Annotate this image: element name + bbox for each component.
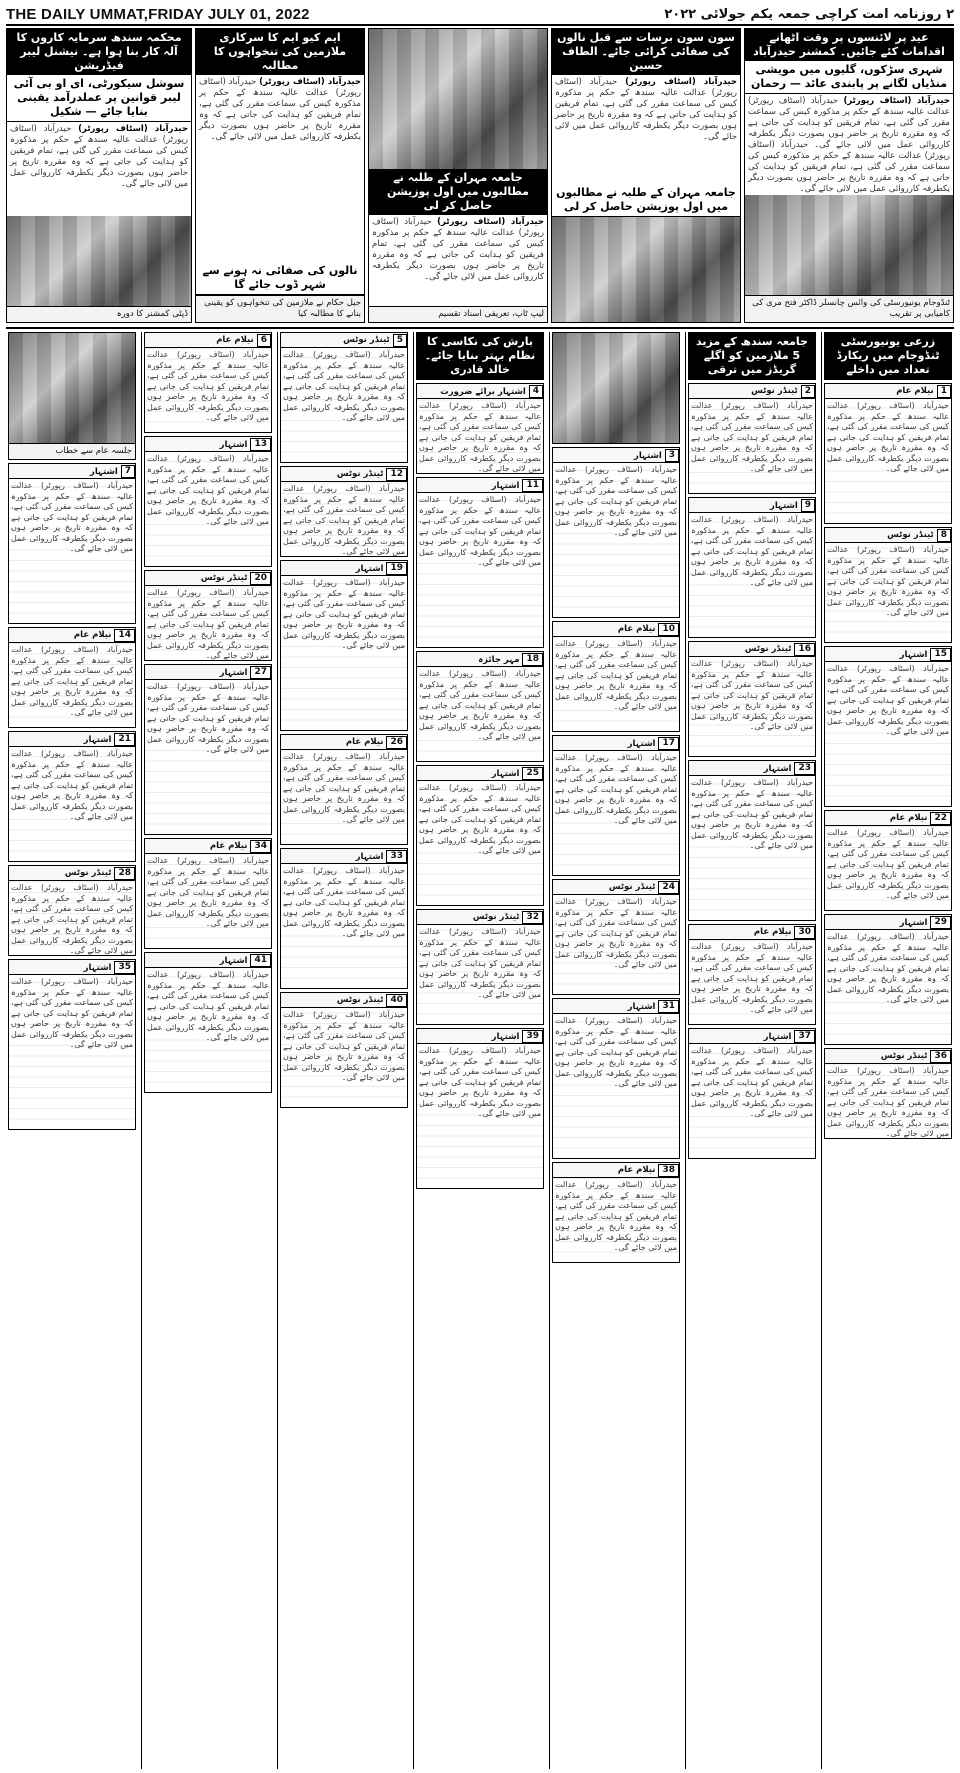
tender-number: 40 bbox=[386, 994, 407, 1007]
tender-header bbox=[689, 1029, 815, 1044]
story-headline-secondary: جامعہ مہران کے طلبہ نے مطالبوں میں اول پوزیشن حاصل کر لی bbox=[552, 184, 740, 217]
tender-body: حیدرآباد (اسٹاف رپورٹر) عدالت عالیہ سندھ کے حکم پر مذکورہ کیس کی سماعت مقرر کی گئی ہے، تمام فریقین کو ہدایت کی جاتی ہے کہ وہ مقررہ تاریخ پر حاضر ہوں بصورت دیگر یکطرفہ کارروائی عمل میں لائی جائے گی۔ bbox=[553, 895, 679, 994]
tender-title: اشتہار bbox=[219, 439, 248, 450]
top-story-3[interactable] bbox=[368, 28, 548, 323]
tender-body: حیدرآباد (اسٹاف رپورٹر) عدالت عالیہ سندھ کے حکم پر مذکورہ کیس کی سماعت مقرر کی گئی ہے، تمام فریقین کو ہدایت کی جاتی ہے کہ وہ مقررہ تاریخ پر حاضر ہوں بصورت دیگر یکطرفہ کارروائی عمل میں لائی جائے گی۔ bbox=[827, 1066, 949, 1138]
notice-column bbox=[277, 332, 410, 1769]
tender-notice[interactable] bbox=[688, 383, 816, 494]
tender-body: حیدرآباد (اسٹاف رپورٹر) عدالت عالیہ سندھ کے حکم پر مذکورہ کیس کی سماعت مقرر کی گئی ہے، تمام فریقین کو ہدایت کی جاتی ہے کہ وہ مقررہ تاریخ پر حاضر ہوں بصورت دیگر یکطرفہ کارروائی عمل میں لائی جائے گی۔ bbox=[825, 543, 951, 642]
tender-number: 9 bbox=[801, 499, 815, 512]
notice-column bbox=[549, 332, 682, 1769]
tender-notice[interactable] bbox=[144, 332, 272, 433]
tender-header bbox=[825, 1049, 951, 1064]
tender-header bbox=[281, 561, 407, 576]
tender-body: حیدرآباد (اسٹاف رپورٹر) عدالت عالیہ سندھ کے حکم پر مذکورہ کیس کی سماعت مقرر کی گئی ہے، تمام فریقین کو ہدایت کی جاتی ہے کہ وہ مقررہ تاریخ پر حاضر ہوں بصورت دیگر یکطرفہ کارروائی عمل میں لائی جائے گی۔ bbox=[147, 588, 269, 660]
tender-number: 4 bbox=[529, 385, 543, 398]
tender-notice[interactable] bbox=[416, 651, 544, 762]
tender-header bbox=[145, 665, 271, 680]
tender-body: حیدرآباد (اسٹاف رپورٹر) عدالت عالیہ سندھ کے حکم پر مذکورہ کیس کی سماعت مقرر کی گئی ہے، تمام فریقین کو ہدایت کی جاتی ہے کہ وہ مقررہ تاریخ پر حاضر ہوں بصورت دیگر یکطرفہ کارروائی عمل میں لائی جائے گی۔ bbox=[825, 399, 951, 523]
tender-notice[interactable] bbox=[824, 1048, 952, 1139]
tender-body: حیدرآباد (اسٹاف رپورٹر) عدالت عالیہ سندھ کے حکم پر مذکورہ کیس کی سماعت مقرر کی گئی ہے، تمام فریقین کو ہدایت کی جاتی ہے کہ وہ مقررہ تاریخ پر حاضر ہوں بصورت دیگر یکطرفہ کارروائی عمل میں لائی جائے گی۔ bbox=[9, 643, 135, 727]
tender-header bbox=[281, 993, 407, 1008]
tender-notice[interactable] bbox=[688, 497, 816, 638]
tender-title: اشتہار bbox=[899, 649, 928, 660]
tender-body: حیدرآباد (اسٹاف رپورٹر) عدالت عالیہ سندھ کے حکم پر مذکورہ کیس کی سماعت مقرر کی گئی ہے، تمام فریقین کو ہدایت کی جاتی ہے کہ وہ مقررہ تاریخ پر حاضر ہوں بصورت دیگر یکطرفہ کارروائی عمل میں لائی جائے گی۔ bbox=[281, 750, 407, 844]
tender-body: حیدرآباد (اسٹاف رپورٹر) عدالت عالیہ سندھ کے حکم پر مذکورہ کیس کی سماعت مقرر کی گئی ہے، تمام فریقین کو ہدایت کی جاتی ہے کہ وہ مقررہ تاریخ پر حاضر ہوں بصورت دیگر یکطرفہ کارروائی عمل میں لائی جائے گی۔ bbox=[689, 776, 815, 920]
tender-body: حیدرآباد (اسٹاف رپورٹر) عدالت عالیہ سندھ کے حکم پر مذکورہ کیس کی سماعت مقرر کی گئی ہے، تمام فریقین کو ہدایت کی جاتی ہے کہ وہ مقررہ تاریخ پر حاضر ہوں بصورت دیگر یکطرفہ کارروائی عمل میں لائی جائے گی۔ bbox=[9, 479, 135, 623]
tender-number: 6 bbox=[257, 334, 271, 347]
tender-body: حیدرآباد (اسٹاف رپورٹر) عدالت عالیہ سندھ کے حکم پر مذکورہ کیس کی سماعت مقرر کی گئی ہے، تمام فریقین کو ہدایت کی جاتی ہے کہ وہ مقررہ تاریخ پر حاضر ہوں بصورت دیگر یکطرفہ کارروائی عمل میں لائی جائے گی۔ bbox=[689, 940, 815, 1024]
tender-header bbox=[553, 736, 679, 751]
tender-title: ٹینڈر نوٹس bbox=[336, 469, 384, 479]
tender-notice[interactable] bbox=[8, 959, 136, 1130]
tender-title: ٹینڈر نوٹس bbox=[744, 644, 792, 654]
tender-notice[interactable] bbox=[824, 646, 952, 807]
top-story-5[interactable] bbox=[6, 28, 192, 323]
tender-header bbox=[145, 437, 271, 452]
tender-title: اشتہار bbox=[355, 563, 384, 574]
tender-title: نیلام عام bbox=[345, 737, 384, 747]
tender-body: حیدرآباد (اسٹاف رپورٹر) عدالت عالیہ سندھ کے حکم پر مذکورہ کیس کی سماعت مقرر کی گئی ہے، تمام فریقین کو ہدایت کی جاتی ہے کہ وہ مقررہ تاریخ پر حاضر ہوں بصورت دیگر یکطرفہ کارروائی عمل میں لائی جائے گی۔ bbox=[145, 680, 271, 834]
tender-title: نیلام عام bbox=[617, 624, 656, 634]
tender-header bbox=[689, 384, 815, 399]
story-byline: حیدرآباد (اسٹاف رپورٹر) bbox=[625, 77, 737, 87]
tender-header bbox=[145, 333, 271, 348]
tender-title: اشتہار bbox=[627, 738, 656, 749]
story-headline: ایم کیو ایم کا سرکاری ملازمین کی تنخواہوں کا مطالبہ bbox=[196, 29, 364, 75]
tender-number: 13 bbox=[250, 438, 271, 451]
story-caption: جیل حکام نے ملازمین کی تنخواہوں کو یقینی بنانے کا مطالبہ کیا bbox=[196, 295, 364, 322]
inline-story[interactable] bbox=[688, 332, 816, 380]
tender-title: ٹینڈر نوٹس bbox=[887, 530, 934, 540]
tender-title: ٹینڈر نوٹس bbox=[880, 1051, 928, 1061]
classified-notices bbox=[6, 327, 954, 1769]
tender-body: حیدرآباد (اسٹاف رپورٹر) عدالت عالیہ سندھ کے حکم پر مذکورہ کیس کی سماعت مقرر کی گئی ہے، تمام فریقین کو ہدایت کی جاتی ہے کہ وہ مقررہ تاریخ پر حاضر ہوں بصورت دیگر یکطرفہ کارروائی عمل میں لائی جائے گی۔ bbox=[553, 751, 679, 875]
story-text: حیدرآباد (اسٹاف رپورٹر) عدالت عالیہ سندھ کے حکم پر مذکورہ کیس کی سماعت مقرر کی گئی ہے، تمام فریقین کو ہدایت کی جاتی ہے کہ وہ مقررہ تاریخ پر حاضر ہوں بصورت دیگر یکطرفہ کارروائی عمل میں لائی جائے گی۔ bbox=[748, 140, 950, 194]
tender-number: 26 bbox=[386, 736, 407, 749]
tender-header bbox=[9, 628, 135, 643]
tender-notice[interactable] bbox=[688, 760, 816, 921]
inline-story-caption: جلسہ عام سے خطاب bbox=[9, 443, 135, 459]
tender-title: نیلام عام bbox=[73, 630, 112, 640]
top-story-1[interactable] bbox=[744, 28, 954, 323]
tender-header bbox=[9, 732, 135, 747]
tender-header bbox=[9, 960, 135, 975]
tender-title: اشتہار bbox=[219, 667, 248, 678]
tender-notice[interactable] bbox=[280, 560, 408, 731]
tender-number: 32 bbox=[522, 911, 543, 924]
notice-column bbox=[6, 332, 138, 1769]
tender-header bbox=[9, 464, 135, 479]
tender-body: حیدرآباد (اسٹاف رپورٹر) عدالت عالیہ سندھ کے حکم پر مذکورہ کیس کی سماعت مقرر کی گئی ہے، تمام فریقین کو ہدایت کی جاتی ہے کہ وہ مقررہ تاریخ پر حاضر ہوں بصورت دیگر یکطرفہ کارروائی عمل میں لائی جائے گی۔ bbox=[553, 463, 679, 617]
tender-title: ٹینڈر نوٹس bbox=[336, 995, 384, 1005]
inline-story[interactable] bbox=[8, 332, 136, 460]
tender-number: 33 bbox=[386, 850, 407, 863]
story-subhead: سوشل سیکورٹی، ای او بی آئی لیبر قوانین پر عملدرآمد یقینی بنایا جائے — شکیل bbox=[7, 75, 191, 122]
story-caption: لیپ ٹاپ، تعریفی اسناد تقسیم bbox=[369, 306, 547, 322]
tender-body: حیدرآباد (اسٹاف رپورٹر) عدالت عالیہ سندھ کے حکم پر مذکورہ کیس کی سماعت مقرر کی گئی ہے، تمام فریقین کو ہدایت کی جاتی ہے کہ وہ مقررہ تاریخ پر حاضر ہوں بصورت دیگر یکطرفہ کارروائی عمل میں لائی جائے گی۔ bbox=[553, 637, 679, 731]
tender-header bbox=[9, 866, 135, 881]
tender-number: 1 bbox=[937, 385, 951, 398]
tender-notice[interactable] bbox=[280, 848, 408, 989]
tender-header bbox=[417, 652, 543, 667]
tender-title: ٹینڈر نوٹس bbox=[200, 573, 248, 583]
tender-number: 16 bbox=[794, 643, 815, 656]
tender-header bbox=[825, 811, 951, 826]
story-subhead: شہری سڑکوں، گلیوں میں مویشی منڈیاں لگانے پر پابندی عائد — رحمان bbox=[745, 61, 953, 94]
tender-title: اشتہار bbox=[763, 1031, 792, 1042]
tender-title: اشتہار bbox=[491, 480, 520, 491]
tender-notice[interactable] bbox=[552, 879, 680, 995]
story-caption: ڈپٹی کمشنر کا دورہ bbox=[7, 306, 191, 322]
inline-story-headline: جامعہ سندھ کے مزید 5 ملازمین کو اگلے گریڈز میں ترقی bbox=[689, 333, 815, 379]
tender-header bbox=[825, 647, 951, 662]
tender-body: حیدرآباد (اسٹاف رپورٹر) عدالت عالیہ سندھ کے حکم پر مذکورہ کیس کی سماعت مقرر کی گئی ہے، تمام فریقین کو ہدایت کی جاتی ہے کہ وہ مقررہ تاریخ پر حاضر ہوں بصورت دیگر یکطرفہ کارروائی عمل میں لائی جائے گی۔ bbox=[825, 930, 951, 1044]
story-headline: محکمہ سندھ سرمایہ کاروں کا آلہ کار بنا ہوا ہے۔ نیشنل لیبر فیڈریشن bbox=[7, 29, 191, 75]
top-stories bbox=[6, 28, 954, 323]
tender-number: 22 bbox=[930, 812, 951, 825]
notice-column bbox=[821, 332, 954, 1769]
tender-header bbox=[689, 761, 815, 776]
tender-notice[interactable] bbox=[552, 621, 680, 732]
tender-body: حیدرآباد (اسٹاف رپورٹر) عدالت عالیہ سندھ کے حکم پر مذکورہ کیس کی سماعت مقرر کی گئی ہے، تمام فریقین کو ہدایت کی جاتی ہے کہ وہ مقررہ تاریخ پر حاضر ہوں بصورت دیگر یکطرفہ کارروائی عمل میں لائی جائے گی۔ bbox=[689, 513, 815, 637]
tender-title: ٹینڈر نوٹس bbox=[64, 868, 112, 878]
tender-title: ٹینڈر نوٹس bbox=[343, 335, 390, 345]
tender-number: 41 bbox=[250, 954, 271, 967]
tender-header bbox=[145, 571, 271, 586]
tender-notice[interactable] bbox=[280, 992, 408, 1108]
story-photo bbox=[745, 195, 953, 295]
tender-title: اشتہار bbox=[219, 955, 248, 966]
tender-title: اشتہار bbox=[89, 466, 118, 477]
tender-notice[interactable] bbox=[144, 436, 272, 567]
tender-body: حیدرآباد (اسٹاف رپورٹر) عدالت عالیہ سندھ کے حکم پر مذکورہ کیس کی سماعت مقرر کی گئی ہے، تمام فریقین کو ہدایت کی جاتی ہے کہ وہ مقررہ تاریخ پر حاضر ہوں بصورت دیگر یکطرفہ کارروائی عمل میں لائی جائے گی۔ bbox=[281, 576, 407, 730]
story-text: حیدرآباد (اسٹاف رپورٹر) عدالت عالیہ سندھ کے حکم پر مذکورہ کیس کی سماعت مقرر کی گئی ہے، تمام فریقین کو ہدایت کی جاتی ہے کہ وہ مقررہ تاریخ پر حاضر ہوں بصورت دیگر یکطرفہ کارروائی عمل میں لائی جائے گی۔ bbox=[372, 217, 544, 282]
tender-header bbox=[689, 642, 815, 657]
notice-column bbox=[685, 332, 818, 1769]
tender-header bbox=[825, 384, 951, 399]
tender-title: اشتہار bbox=[763, 763, 792, 774]
tender-header bbox=[281, 333, 407, 348]
story-byline: حیدرآباد (اسٹاف رپورٹر) bbox=[78, 124, 188, 134]
tender-notice[interactable] bbox=[416, 477, 544, 648]
notice-column bbox=[141, 332, 274, 1769]
tender-title: ٹینڈر نوٹس bbox=[472, 912, 520, 922]
tender-number: 10 bbox=[658, 623, 679, 636]
tender-title: اشتہار برائے ضرورت bbox=[440, 386, 526, 397]
tender-notice[interactable] bbox=[144, 952, 272, 1093]
tender-body: حیدرآباد (اسٹاف رپورٹر) عدالت عالیہ سندھ کے حکم پر مذکورہ کیس کی سماعت مقرر کی گئی ہے، تمام فریقین کو ہدایت کی جاتی ہے کہ وہ مقررہ تاریخ پر حاضر ہوں بصورت دیگر یکطرفہ کارروائی عمل میں لائی جائے گی۔ bbox=[145, 854, 271, 948]
tender-number: 20 bbox=[250, 572, 271, 585]
tender-body: حیدرآباد (اسٹاف رپورٹر) عدالت عالیہ سندھ کے حکم پر مذکورہ کیس کی سماعت مقرر کی گئی ہے، تمام فریقین کو ہدایت کی جاتی ہے کہ وہ مقررہ تاریخ پر حاضر ہوں بصورت دیگر یکطرفہ کارروائی عمل میں لائی جائے گی۔ bbox=[689, 1044, 815, 1158]
tender-body: حیدرآباد (اسٹاف رپورٹر) عدالت عالیہ سندھ کے حکم پر مذکورہ کیس کی سماعت مقرر کی گئی ہے، تمام فریقین کو ہدایت کی جاتی ہے کہ وہ مقررہ تاریخ پر حاضر ہوں بصورت دیگر یکطرفہ کارروائی عمل میں لائی جائے گی۔ bbox=[11, 883, 133, 955]
tender-title: اشتہار bbox=[633, 450, 662, 461]
tender-notice[interactable] bbox=[280, 734, 408, 845]
story-headline: سون سون برسات سے قبل نالوں کی صفائی کرائی جائے۔ الطاف حسین bbox=[552, 29, 740, 75]
tender-number: 18 bbox=[522, 653, 543, 666]
tender-body: حیدرآباد (اسٹاف رپورٹر) عدالت عالیہ سندھ کے حکم پر مذکورہ کیس کی سماعت مقرر کی گئی ہے، تمام فریقین کو ہدایت کی جاتی ہے کہ وہ مقررہ تاریخ پر حاضر ہوں بصورت دیگر یکطرفہ کارروائی عمل میں لائی جائے گی۔ bbox=[417, 925, 543, 1024]
story-photo bbox=[369, 29, 547, 169]
inline-story[interactable] bbox=[416, 332, 544, 380]
tender-notice[interactable] bbox=[824, 810, 952, 911]
tender-notice[interactable] bbox=[688, 641, 816, 757]
story-body bbox=[369, 215, 547, 306]
tender-number: 14 bbox=[114, 629, 135, 642]
tender-header bbox=[145, 953, 271, 968]
tender-header bbox=[417, 910, 543, 925]
story-body bbox=[7, 122, 191, 216]
tender-header bbox=[281, 849, 407, 864]
tender-header bbox=[281, 467, 407, 482]
tender-notice[interactable] bbox=[416, 909, 544, 1025]
tender-header bbox=[145, 839, 271, 854]
tender-header bbox=[553, 1163, 679, 1178]
story-photo bbox=[552, 217, 740, 322]
tender-body: حیدرآباد (اسٹاف رپورٹر) عدالت عالیہ سندھ کے حکم پر مذکورہ کیس کی سماعت مقرر کی گئی ہے، تمام فریقین کو ہدایت کی جاتی ہے کہ وہ مقررہ تاریخ پر حاضر ہوں بصورت دیگر یکطرفہ کارروائی عمل میں لائی جائے گی۔ bbox=[417, 493, 543, 647]
tender-title: نیلام عام bbox=[753, 927, 792, 937]
tender-number: 27 bbox=[250, 666, 271, 679]
tender-body: حیدرآباد (اسٹاف رپورٹر) عدالت عالیہ سندھ کے حکم پر مذکورہ کیس کی سماعت مقرر کی گئی ہے، تمام فریقین کو ہدایت کی جاتی ہے کہ وہ مقررہ تاریخ پر حاضر ہوں بصورت دیگر یکطرفہ کارروائی عمل میں لائی جائے گی۔ bbox=[145, 348, 271, 432]
tender-notice[interactable] bbox=[552, 1162, 680, 1263]
tender-number: 30 bbox=[794, 926, 815, 939]
story-text: حیدرآباد (اسٹاف رپورٹر) عدالت عالیہ سندھ کے حکم پر مذکورہ کیس کی سماعت مقرر کی گئی ہے، تمام فریقین کو ہدایت کی جاتی ہے کہ وہ مقررہ تاریخ پر حاضر ہوں بصورت دیگر یکطرفہ کارروائی عمل میں لائی جائے گی۔ bbox=[10, 124, 188, 189]
tender-notice[interactable] bbox=[824, 383, 952, 524]
story-headline-secondary: نالوں کی صفائی نہ ہونے سے شہر ڈوب جائے گا bbox=[196, 262, 364, 295]
inline-story-photo bbox=[553, 333, 679, 443]
tender-title: ٹینڈر نوٹس bbox=[751, 386, 798, 396]
tender-body: حیدرآباد (اسٹاف رپورٹر) عدالت عالیہ سندھ کے حکم پر مذکورہ کیس کی سماعت مقرر کی گئی ہے، تمام فریقین کو ہدایت کی جاتی ہے کہ وہ مقررہ تاریخ پر حاضر ہوں بصورت دیگر یکطرفہ کارروائی عمل میں لائی جائے گی۔ bbox=[281, 1008, 407, 1107]
tender-title: نیلام عام bbox=[209, 841, 248, 851]
tender-number: 5 bbox=[393, 334, 407, 347]
tender-body: حیدرآباد (اسٹاف رپورٹر) عدالت عالیہ سندھ کے حکم پر مذکورہ کیس کی سماعت مقرر کی گئی ہے، تمام فریقین کو ہدایت کی جاتی ہے کہ وہ مقررہ تاریخ پر حاضر ہوں بصورت دیگر یکطرفہ کارروائی عمل میں لائی جائے گی۔ bbox=[9, 747, 135, 861]
tender-body: حیدرآباد (اسٹاف رپورٹر) عدالت عالیہ سندھ کے حکم پر مذکورہ کیس کی سماعت مقرر کی گئی ہے، تمام فریقین کو ہدایت کی جاتی ہے کہ وہ مقررہ تاریخ پر حاضر ہوں بصورت دیگر یکطرفہ کارروائی عمل میں لائی جائے گی۔ bbox=[419, 401, 541, 473]
tender-title: اشتہار bbox=[491, 1031, 520, 1042]
tender-title: اشتہار bbox=[769, 500, 798, 511]
story-body bbox=[745, 94, 953, 195]
tender-body: حیدرآباد (اسٹاف رپورٹر) عدالت عالیہ سندھ کے حکم پر مذکورہ کیس کی سماعت مقرر کی گئی ہے، تمام فریقین کو ہدایت کی جاتی ہے کہ وہ مقررہ تاریخ پر حاضر ہوں بصورت دیگر یکطرفہ کارروائی عمل میں لائی جائے گی۔ bbox=[281, 348, 407, 462]
tender-number: 7 bbox=[121, 465, 135, 478]
top-story-4[interactable] bbox=[195, 28, 365, 323]
top-story-2[interactable] bbox=[551, 28, 741, 323]
masthead-date-urdu: ۲ روزنامہ امت کراچی جمعہ یکم جولائی ۲۰۲۲ bbox=[664, 6, 954, 22]
tender-notice[interactable] bbox=[8, 731, 136, 862]
inline-story-headline: زرعی یونیورسٹی ٹنڈوجام میں ریکارڈ تعداد میں داخلے bbox=[825, 333, 951, 379]
tender-body: حیدرآباد (اسٹاف رپورٹر) عدالت عالیہ سندھ کے حکم پر مذکورہ کیس کی سماعت مقرر کی گئی ہے، تمام فریقین کو ہدایت کی جاتی ہے کہ وہ مقررہ تاریخ پر حاضر ہوں بصورت دیگر یکطرفہ کارروائی عمل میں لائی جائے گی۔ bbox=[417, 667, 543, 761]
tender-body: حیدرآباد (اسٹاف رپورٹر) عدالت عالیہ سندھ کے حکم پر مذکورہ کیس کی سماعت مقرر کی گئی ہے، تمام فریقین کو ہدایت کی جاتی ہے کہ وہ مقررہ تاریخ پر حاضر ہوں بصورت دیگر یکطرفہ کارروائی عمل میں لائی جائے گی۔ bbox=[9, 975, 135, 1129]
tender-number: 39 bbox=[522, 1030, 543, 1043]
story-headline: عید پر لائنسوں پر وقت اٹھانے اقدامات کئے جائیں۔ کمشنر حیدرآباد bbox=[745, 29, 953, 61]
story-byline: حیدرآباد (اسٹاف رپورٹر) bbox=[437, 217, 544, 227]
tender-notice[interactable] bbox=[144, 838, 272, 949]
tender-notice[interactable] bbox=[144, 664, 272, 835]
tender-notice[interactable] bbox=[416, 383, 544, 474]
tender-header bbox=[689, 925, 815, 940]
tender-notice[interactable] bbox=[144, 570, 272, 661]
tender-header bbox=[553, 622, 679, 637]
tender-body: حیدرآباد (اسٹاف رپورٹر) عدالت عالیہ سندھ کے حکم پر مذکورہ کیس کی سماعت مقرر کی گئی ہے، تمام فریقین کو ہدایت کی جاتی ہے کہ وہ مقررہ تاریخ پر حاضر ہوں بصورت دیگر یکطرفہ کارروائی عمل میں لائی جائے گی۔ bbox=[553, 1014, 679, 1158]
tender-body: حیدرآباد (اسٹاف رپورٹر) عدالت عالیہ سندھ کے حکم پر مذکورہ کیس کی سماعت مقرر کی گئی ہے، تمام فریقین کو ہدایت کی جاتی ہے کہ وہ مقررہ تاریخ پر حاضر ہوں بصورت دیگر یکطرفہ کارروائی عمل میں لائی جائے گی۔ bbox=[281, 864, 407, 988]
tender-number: 15 bbox=[930, 648, 951, 661]
tender-notice[interactable] bbox=[552, 447, 680, 618]
story-text: حیدرآباد (اسٹاف رپورٹر) عدالت عالیہ سندھ کے حکم پر مذکورہ کیس کی سماعت مقرر کی گئی ہے، تمام فریقین کو ہدایت کی جاتی ہے کہ وہ مقررہ تاریخ پر حاضر ہوں بصورت دیگر یکطرفہ کارروائی عمل میں لائی جائے گی۔ bbox=[199, 77, 361, 142]
tender-header bbox=[417, 384, 543, 399]
tender-title: ٹینڈر نوٹس bbox=[608, 882, 656, 892]
tender-body: حیدرآباد (اسٹاف رپورٹر) عدالت عالیہ سندھ کے حکم پر مذکورہ کیس کی سماعت مقرر کی گئی ہے، تمام فریقین کو ہدایت کی جاتی ہے کہ وہ مقررہ تاریخ پر حاضر ہوں بصورت دیگر یکطرفہ کارروائی عمل میں لائی جائے گی۔ bbox=[417, 1044, 543, 1188]
tender-number: 21 bbox=[114, 733, 135, 746]
tender-number: 17 bbox=[658, 737, 679, 750]
tender-title: اشتہار bbox=[83, 962, 112, 973]
tender-body: حیدرآباد (اسٹاف رپورٹر) عدالت عالیہ سندھ کے حکم پر مذکورہ کیس کی سماعت مقرر کی گئی ہے، تمام فریقین کو ہدایت کی جاتی ہے کہ وہ مقررہ تاریخ پر حاضر ہوں بصورت دیگر یکطرفہ کارروائی عمل میں لائی جائے گی۔ bbox=[417, 781, 543, 905]
inline-story[interactable] bbox=[552, 332, 680, 444]
tender-notice[interactable] bbox=[8, 865, 136, 956]
tender-number: 28 bbox=[114, 867, 135, 880]
tender-title: نیلام عام bbox=[216, 335, 254, 345]
tender-number: 23 bbox=[794, 762, 815, 775]
story-text: حیدرآباد (اسٹاف رپورٹر) عدالت عالیہ سندھ کے حکم پر مذکورہ کیس کی سماعت مقرر کی گئی ہے، تمام فریقین کو ہدایت کی جاتی ہے کہ وہ مقررہ تاریخ پر حاضر ہوں بصورت دیگر یکطرفہ کارروائی عمل میں لائی جائے گی۔ bbox=[555, 77, 737, 142]
tender-title: نیلام عام bbox=[889, 813, 928, 823]
tender-number: 35 bbox=[114, 961, 135, 974]
tender-notice[interactable] bbox=[688, 924, 816, 1025]
tender-title: نیلام عام bbox=[617, 1165, 656, 1175]
tender-title: مہر جائزہ bbox=[478, 654, 520, 665]
tender-body: حیدرآباد (اسٹاف رپورٹر) عدالت عالیہ سندھ کے حکم پر مذکورہ کیس کی سماعت مقرر کی گئی ہے، تمام فریقین کو ہدایت کی جاتی ہے کہ وہ مقررہ تاریخ پر حاضر ہوں بصورت دیگر یکطرفہ کارروائی عمل میں لائی جائے گی۔ bbox=[283, 484, 405, 556]
tender-body: حیدرآباد (اسٹاف رپورٹر) عدالت عالیہ سندھ کے حکم پر مذکورہ کیس کی سماعت مقرر کی گئی ہے، تمام فریقین کو ہدایت کی جاتی ہے کہ وہ مقررہ تاریخ پر حاضر ہوں بصورت دیگر یکطرفہ کارروائی عمل میں لائی جائے گی۔ bbox=[689, 657, 815, 756]
tender-header bbox=[417, 478, 543, 493]
tender-notice[interactable] bbox=[416, 765, 544, 906]
notice-column bbox=[413, 332, 546, 1769]
tender-number: 29 bbox=[930, 916, 951, 929]
story-byline: حیدرآباد (اسٹاف رپورٹر) bbox=[843, 96, 951, 106]
tender-header bbox=[825, 915, 951, 930]
tender-notice[interactable] bbox=[8, 627, 136, 728]
tender-number: 8 bbox=[937, 529, 951, 542]
tender-body: حیدرآباد (اسٹاف رپورٹر) عدالت عالیہ سندھ کے حکم پر مذکورہ کیس کی سماعت مقرر کی گئی ہے، تمام فریقین کو ہدایت کی جاتی ہے کہ وہ مقررہ تاریخ پر حاضر ہوں بصورت دیگر یکطرفہ کارروائی عمل میں لائی جائے گی۔ bbox=[145, 452, 271, 566]
tender-header bbox=[689, 498, 815, 513]
story-body bbox=[196, 75, 364, 262]
tender-header bbox=[417, 1029, 543, 1044]
story-text: حیدرآباد (اسٹاف رپورٹر) عدالت عالیہ سندھ کے حکم پر مذکورہ کیس کی سماعت مقرر کی گئی ہے، تمام فریقین کو ہدایت کی جاتی ہے کہ وہ مقررہ تاریخ پر حاضر ہوں بصورت دیگر یکطرفہ کارروائی عمل میں لائی جائے گی۔ bbox=[748, 96, 951, 150]
story-byline: حیدرآباد (اسٹاف رپورٹر) bbox=[259, 77, 361, 87]
tender-notice[interactable] bbox=[8, 463, 136, 624]
tender-number: 36 bbox=[930, 1050, 951, 1063]
tender-header bbox=[553, 999, 679, 1014]
masthead bbox=[6, 4, 954, 26]
inline-story-photo bbox=[9, 333, 135, 443]
tender-notice[interactable] bbox=[688, 1028, 816, 1159]
tender-number: 31 bbox=[658, 1000, 679, 1013]
tender-number: 25 bbox=[522, 767, 543, 780]
tender-number: 34 bbox=[250, 840, 271, 853]
tender-notice[interactable] bbox=[824, 914, 952, 1045]
tender-header bbox=[417, 766, 543, 781]
tender-number: 24 bbox=[658, 881, 679, 894]
tender-title: اشتہار bbox=[83, 734, 112, 745]
tender-number: 37 bbox=[794, 1030, 815, 1043]
story-headline: جامعہ مہران کے طلبہ نے مطالبوں میں اول پوزیشن حاصل کر لی bbox=[369, 169, 547, 215]
tender-header bbox=[553, 880, 679, 895]
story-caption: ٹنڈوجام یونیورسٹی کی وائس چانسلر ڈاکٹر فتح مری کی کامیابی پر تقریب bbox=[745, 295, 953, 322]
tender-title: اشتہار bbox=[355, 851, 384, 862]
tender-notice[interactable] bbox=[552, 998, 680, 1159]
tender-notice[interactable] bbox=[552, 735, 680, 876]
masthead-date-english: THE DAILY UMMAT,FRIDAY JULY 01, 2022 bbox=[6, 5, 310, 23]
tender-notice[interactable] bbox=[416, 1028, 544, 1189]
tender-title: نیلام عام bbox=[896, 386, 934, 396]
tender-number: 11 bbox=[522, 479, 543, 492]
tender-number: 12 bbox=[386, 468, 407, 481]
tender-body: حیدرآباد (اسٹاف رپورٹر) عدالت عالیہ سندھ کے حکم پر مذکورہ کیس کی سماعت مقرر کی گئی ہے، تمام فریقین کو ہدایت کی جاتی ہے کہ وہ مقررہ تاریخ پر حاضر ہوں بصورت دیگر یکطرفہ کارروائی عمل میں لائی جائے گی۔ bbox=[145, 968, 271, 1092]
inline-story-headline: بارش کی نکاسی کا نظام بہتر بنایا جائے۔ خالد قادری bbox=[417, 333, 543, 379]
story-photo bbox=[7, 216, 191, 306]
tender-header bbox=[553, 448, 679, 463]
tender-number: 19 bbox=[386, 562, 407, 575]
tender-number: 38 bbox=[658, 1164, 679, 1177]
tender-body: حیدرآباد (اسٹاف رپورٹر) عدالت عالیہ سندھ کے حکم پر مذکورہ کیس کی سماعت مقرر کی گئی ہے، تمام فریقین کو ہدایت کی جاتی ہے کہ وہ مقررہ تاریخ پر حاضر ہوں بصورت دیگر یکطرفہ کارروائی عمل میں لائی جائے گی۔ bbox=[553, 1178, 679, 1262]
tender-body: حیدرآباد (اسٹاف رپورٹر) عدالت عالیہ سندھ کے حکم پر مذکورہ کیس کی سماعت مقرر کی گئی ہے، تمام فریقین کو ہدایت کی جاتی ہے کہ وہ مقررہ تاریخ پر حاضر ہوں بصورت دیگر یکطرفہ کارروائی عمل میں لائی جائے گی۔ bbox=[689, 399, 815, 493]
tender-notice[interactable] bbox=[280, 466, 408, 557]
tender-number: 3 bbox=[665, 449, 679, 462]
tender-number: 2 bbox=[801, 385, 815, 398]
tender-title: اشتہار bbox=[627, 1001, 656, 1012]
tender-body: حیدرآباد (اسٹاف رپورٹر) عدالت عالیہ سندھ کے حکم پر مذکورہ کیس کی سماعت مقرر کی گئی ہے، تمام فریقین کو ہدایت کی جاتی ہے کہ وہ مقررہ تاریخ پر حاضر ہوں بصورت دیگر یکطرفہ کارروائی عمل میں لائی جائے گی۔ bbox=[825, 662, 951, 806]
tender-header bbox=[281, 735, 407, 750]
tender-title: اشتہار bbox=[491, 768, 520, 779]
inline-story[interactable] bbox=[824, 332, 952, 380]
tender-title: اشتہار bbox=[899, 917, 928, 928]
story-body bbox=[552, 75, 740, 184]
tender-header bbox=[825, 528, 951, 543]
tender-body: حیدرآباد (اسٹاف رپورٹر) عدالت عالیہ سندھ کے حکم پر مذکورہ کیس کی سماعت مقرر کی گئی ہے، تمام فریقین کو ہدایت کی جاتی ہے کہ وہ مقررہ تاریخ پر حاضر ہوں بصورت دیگر یکطرفہ کارروائی عمل میں لائی جائے گی۔ bbox=[825, 826, 951, 910]
tender-notice[interactable] bbox=[280, 332, 408, 463]
tender-notice[interactable] bbox=[824, 527, 952, 643]
